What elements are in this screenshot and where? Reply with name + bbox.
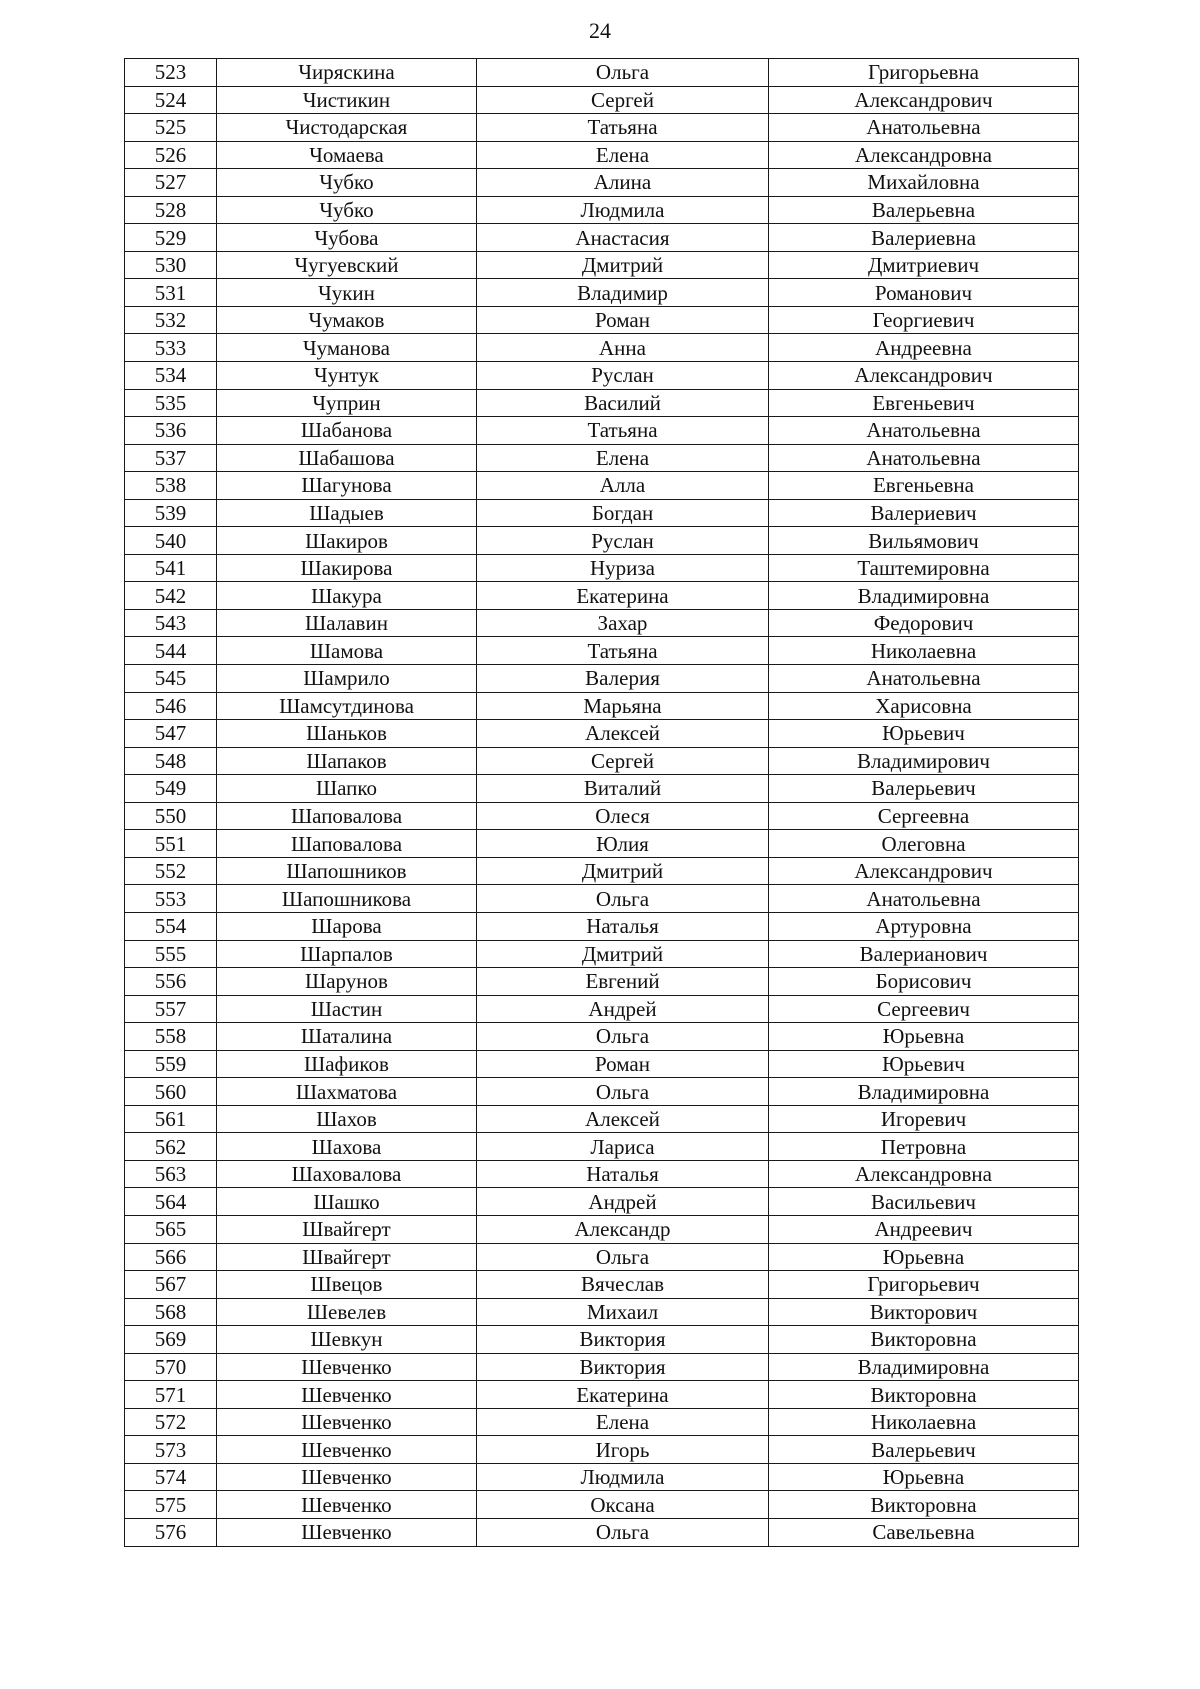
table-row <box>125 802 1079 830</box>
last-name-cell: Шахов <box>217 1105 477 1133</box>
row-number-cell: 540 <box>125 527 217 555</box>
last-name-cell: Чунтук <box>217 362 477 390</box>
last-name-cell: Швецов <box>217 1271 477 1299</box>
patronymic-cell: Таштемировна <box>769 554 1079 582</box>
patronymic-cell: Юрьевна <box>769 1023 1079 1051</box>
first-name-cell: Владимир <box>477 279 769 307</box>
patronymic-cell: Владимировна <box>769 1353 1079 1381</box>
first-name-cell: Андрей <box>477 1188 769 1216</box>
last-name-cell: Шевченко <box>217 1436 477 1464</box>
last-name-cell: Шамрило <box>217 665 477 693</box>
patronymic-cell: Николаевна <box>769 637 1079 665</box>
row-number-cell: 531 <box>125 279 217 307</box>
row-number-cell: 567 <box>125 1271 217 1299</box>
table-row <box>125 1463 1079 1491</box>
row-number-cell: 554 <box>125 912 217 940</box>
first-name-cell: Руслан <box>477 362 769 390</box>
last-name-cell: Шарунов <box>217 968 477 996</box>
roster-table <box>124 58 1079 1547</box>
patronymic-cell: Александрович <box>769 86 1079 114</box>
first-name-cell: Елена <box>477 1408 769 1436</box>
first-name-cell: Анна <box>477 334 769 362</box>
last-name-cell: Шарпалов <box>217 940 477 968</box>
table-row <box>125 114 1079 142</box>
first-name-cell: Роман <box>477 306 769 334</box>
table-row <box>125 1188 1079 1216</box>
first-name-cell: Ольга <box>477 1243 769 1271</box>
table-row <box>125 224 1079 252</box>
patronymic-cell: Валериевна <box>769 224 1079 252</box>
table-row <box>125 196 1079 224</box>
first-name-cell: Ольга <box>477 1078 769 1106</box>
table-row <box>125 389 1079 417</box>
table-row <box>125 1243 1079 1271</box>
patronymic-cell: Анатольевна <box>769 665 1079 693</box>
table-row <box>125 885 1079 913</box>
first-name-cell: Валерия <box>477 665 769 693</box>
patronymic-cell: Владимирович <box>769 747 1079 775</box>
first-name-cell: Олеся <box>477 802 769 830</box>
patronymic-cell: Георгиевич <box>769 306 1079 334</box>
row-number-cell: 573 <box>125 1436 217 1464</box>
patronymic-cell: Юрьевич <box>769 1050 1079 1078</box>
table-row <box>125 1160 1079 1188</box>
last-name-cell: Чумаков <box>217 306 477 334</box>
last-name-cell: Шевченко <box>217 1408 477 1436</box>
table-row <box>125 637 1079 665</box>
last-name-cell: Шамсутдинова <box>217 692 477 720</box>
last-name-cell: Чукин <box>217 279 477 307</box>
first-name-cell: Ольга <box>477 59 769 87</box>
last-name-cell: Шабанова <box>217 417 477 445</box>
last-name-cell: Шевкун <box>217 1326 477 1354</box>
first-name-cell: Андрей <box>477 995 769 1023</box>
row-number-cell: 555 <box>125 940 217 968</box>
first-name-cell: Евгений <box>477 968 769 996</box>
last-name-cell: Швайгерт <box>217 1243 477 1271</box>
table-row <box>125 86 1079 114</box>
last-name-cell: Шастин <box>217 995 477 1023</box>
row-number-cell: 564 <box>125 1188 217 1216</box>
patronymic-cell: Валерьевич <box>769 1436 1079 1464</box>
last-name-cell: Шабашова <box>217 444 477 472</box>
table-row <box>125 692 1079 720</box>
last-name-cell: Чиряскина <box>217 59 477 87</box>
row-number-cell: 544 <box>125 637 217 665</box>
patronymic-cell: Викторовна <box>769 1491 1079 1519</box>
table-row <box>125 527 1079 555</box>
patronymic-cell: Владимировна <box>769 582 1079 610</box>
last-name-cell: Чистикин <box>217 86 477 114</box>
row-number-cell: 558 <box>125 1023 217 1051</box>
first-name-cell: Роман <box>477 1050 769 1078</box>
first-name-cell: Алла <box>477 472 769 500</box>
row-number-cell: 527 <box>125 169 217 197</box>
first-name-cell: Виталий <box>477 775 769 803</box>
last-name-cell: Чубко <box>217 169 477 197</box>
row-number-cell: 576 <box>125 1518 217 1546</box>
row-number-cell: 556 <box>125 968 217 996</box>
patronymic-cell: Анатольевна <box>769 417 1079 445</box>
patronymic-cell: Юрьевна <box>769 1243 1079 1271</box>
table-row <box>125 720 1079 748</box>
row-number-cell: 532 <box>125 306 217 334</box>
table-row <box>125 1408 1079 1436</box>
row-number-cell: 575 <box>125 1491 217 1519</box>
first-name-cell: Татьяна <box>477 417 769 445</box>
patronymic-cell: Савельевна <box>769 1518 1079 1546</box>
last-name-cell: Чубова <box>217 224 477 252</box>
patronymic-cell: Анатольевна <box>769 444 1079 472</box>
row-number-cell: 551 <box>125 830 217 858</box>
row-number-cell: 569 <box>125 1326 217 1354</box>
row-number-cell: 561 <box>125 1105 217 1133</box>
patronymic-cell: Александровна <box>769 1160 1079 1188</box>
patronymic-cell: Вильямович <box>769 527 1079 555</box>
patronymic-cell: Романович <box>769 279 1079 307</box>
patronymic-cell: Викторовна <box>769 1326 1079 1354</box>
table-row <box>125 582 1079 610</box>
first-name-cell: Алина <box>477 169 769 197</box>
first-name-cell: Дмитрий <box>477 251 769 279</box>
row-number-cell: 536 <box>125 417 217 445</box>
last-name-cell: Швайгерт <box>217 1215 477 1243</box>
table-row <box>125 775 1079 803</box>
first-name-cell: Ольга <box>477 1023 769 1051</box>
table-row <box>125 279 1079 307</box>
row-number-cell: 571 <box>125 1381 217 1409</box>
first-name-cell: Наталья <box>477 912 769 940</box>
first-name-cell: Нуриза <box>477 554 769 582</box>
patronymic-cell: Викторовна <box>769 1381 1079 1409</box>
row-number-cell: 523 <box>125 59 217 87</box>
page-number: 24 <box>589 18 611 43</box>
table-row <box>125 59 1079 87</box>
first-name-cell: Юлия <box>477 830 769 858</box>
row-number-cell: 542 <box>125 582 217 610</box>
row-number-cell: 547 <box>125 720 217 748</box>
row-number-cell: 543 <box>125 609 217 637</box>
patronymic-cell: Андреевна <box>769 334 1079 362</box>
first-name-cell: Игорь <box>477 1436 769 1464</box>
last-name-cell: Шевченко <box>217 1463 477 1491</box>
table-row <box>125 665 1079 693</box>
last-name-cell: Чуманова <box>217 334 477 362</box>
table-row <box>125 1436 1079 1464</box>
table-row <box>125 417 1079 445</box>
patronymic-cell: Валерианович <box>769 940 1079 968</box>
row-number-cell: 548 <box>125 747 217 775</box>
first-name-cell: Захар <box>477 609 769 637</box>
last-name-cell: Шашко <box>217 1188 477 1216</box>
first-name-cell: Наталья <box>477 1160 769 1188</box>
table-row <box>125 1023 1079 1051</box>
table-row <box>125 362 1079 390</box>
row-number-cell: 541 <box>125 554 217 582</box>
last-name-cell: Шапко <box>217 775 477 803</box>
first-name-cell: Виктория <box>477 1326 769 1354</box>
first-name-cell: Лариса <box>477 1133 769 1161</box>
last-name-cell: Шахова <box>217 1133 477 1161</box>
row-number-cell: 560 <box>125 1078 217 1106</box>
table-row <box>125 968 1079 996</box>
first-name-cell: Людмила <box>477 196 769 224</box>
table-row <box>125 1298 1079 1326</box>
first-name-cell: Михаил <box>477 1298 769 1326</box>
table-row <box>125 1381 1079 1409</box>
patronymic-cell: Артуровна <box>769 912 1079 940</box>
table-row <box>125 747 1079 775</box>
table-row <box>125 499 1079 527</box>
first-name-cell: Марьяна <box>477 692 769 720</box>
first-name-cell: Дмитрий <box>477 940 769 968</box>
row-number-cell: 568 <box>125 1298 217 1326</box>
row-number-cell: 535 <box>125 389 217 417</box>
row-number-cell: 565 <box>125 1215 217 1243</box>
first-name-cell: Татьяна <box>477 637 769 665</box>
table-row <box>125 1326 1079 1354</box>
table-row <box>125 1353 1079 1381</box>
table-row <box>125 1078 1079 1106</box>
row-number-cell: 559 <box>125 1050 217 1078</box>
first-name-cell: Ольга <box>477 1518 769 1546</box>
first-name-cell: Елена <box>477 444 769 472</box>
patronymic-cell: Николаевна <box>769 1408 1079 1436</box>
row-number-cell: 525 <box>125 114 217 142</box>
row-number-cell: 572 <box>125 1408 217 1436</box>
row-number-cell: 562 <box>125 1133 217 1161</box>
first-name-cell: Оксана <box>477 1491 769 1519</box>
row-number-cell: 539 <box>125 499 217 527</box>
row-number-cell: 524 <box>125 86 217 114</box>
row-number-cell: 553 <box>125 885 217 913</box>
patronymic-cell: Григорьевна <box>769 59 1079 87</box>
patronymic-cell: Юрьевна <box>769 1463 1079 1491</box>
row-number-cell: 570 <box>125 1353 217 1381</box>
row-number-cell: 537 <box>125 444 217 472</box>
row-number-cell: 546 <box>125 692 217 720</box>
patronymic-cell: Андреевич <box>769 1215 1079 1243</box>
table-row <box>125 251 1079 279</box>
row-number-cell: 533 <box>125 334 217 362</box>
table-row <box>125 141 1079 169</box>
table-row <box>125 1050 1079 1078</box>
table-row <box>125 857 1079 885</box>
first-name-cell: Сергей <box>477 86 769 114</box>
row-number-cell: 534 <box>125 362 217 390</box>
last-name-cell: Шакиров <box>217 527 477 555</box>
last-name-cell: Шевченко <box>217 1353 477 1381</box>
patronymic-cell: Васильевич <box>769 1188 1079 1216</box>
table-row <box>125 444 1079 472</box>
patronymic-cell: Александрович <box>769 362 1079 390</box>
last-name-cell: Шапошников <box>217 857 477 885</box>
last-name-cell: Шевченко <box>217 1381 477 1409</box>
patronymic-cell: Викторович <box>769 1298 1079 1326</box>
last-name-cell: Шаталина <box>217 1023 477 1051</box>
row-number-cell: 557 <box>125 995 217 1023</box>
last-name-cell: Шалавин <box>217 609 477 637</box>
first-name-cell: Ольга <box>477 885 769 913</box>
last-name-cell: Чуприн <box>217 389 477 417</box>
patronymic-cell: Сергеевна <box>769 802 1079 830</box>
table-row <box>125 1518 1079 1546</box>
last-name-cell: Чугуевский <box>217 251 477 279</box>
last-name-cell: Чистодарская <box>217 114 477 142</box>
first-name-cell: Людмила <box>477 1463 769 1491</box>
patronymic-cell: Игоревич <box>769 1105 1079 1133</box>
patronymic-cell: Борисович <box>769 968 1079 996</box>
first-name-cell: Вячеслав <box>477 1271 769 1299</box>
patronymic-cell: Олеговна <box>769 830 1079 858</box>
last-name-cell: Шаповалова <box>217 830 477 858</box>
first-name-cell: Анастасия <box>477 224 769 252</box>
last-name-cell: Шакура <box>217 582 477 610</box>
row-number-cell: 530 <box>125 251 217 279</box>
row-number-cell: 529 <box>125 224 217 252</box>
patronymic-cell: Валерьевна <box>769 196 1079 224</box>
last-name-cell: Шевченко <box>217 1518 477 1546</box>
row-number-cell: 550 <box>125 802 217 830</box>
first-name-cell: Сергей <box>477 747 769 775</box>
last-name-cell: Шарова <box>217 912 477 940</box>
last-name-cell: Шакирова <box>217 554 477 582</box>
table-row <box>125 472 1079 500</box>
patronymic-cell: Александрович <box>769 857 1079 885</box>
patronymic-cell: Владимировна <box>769 1078 1079 1106</box>
table-row <box>125 1491 1079 1519</box>
first-name-cell: Елена <box>477 141 769 169</box>
first-name-cell: Василий <box>477 389 769 417</box>
last-name-cell: Шаньков <box>217 720 477 748</box>
first-name-cell: Татьяна <box>477 114 769 142</box>
first-name-cell: Виктория <box>477 1353 769 1381</box>
patronymic-cell: Федорович <box>769 609 1079 637</box>
table-row <box>125 995 1079 1023</box>
patronymic-cell: Анатольевна <box>769 114 1079 142</box>
patronymic-cell: Григорьевич <box>769 1271 1079 1299</box>
table-row <box>125 1215 1079 1243</box>
table-row <box>125 169 1079 197</box>
table-row <box>125 554 1079 582</box>
patronymic-cell: Юрьевич <box>769 720 1079 748</box>
first-name-cell: Алексей <box>477 1105 769 1133</box>
row-number-cell: 526 <box>125 141 217 169</box>
row-number-cell: 552 <box>125 857 217 885</box>
roster-body <box>125 59 1079 1547</box>
last-name-cell: Шадыев <box>217 499 477 527</box>
last-name-cell: Шапаков <box>217 747 477 775</box>
row-number-cell: 528 <box>125 196 217 224</box>
table-row <box>125 334 1079 362</box>
table-row <box>125 1133 1079 1161</box>
last-name-cell: Шаховалова <box>217 1160 477 1188</box>
last-name-cell: Шафиков <box>217 1050 477 1078</box>
patronymic-cell: Михайловна <box>769 169 1079 197</box>
first-name-cell: Богдан <box>477 499 769 527</box>
table-row <box>125 940 1079 968</box>
table-row <box>125 912 1079 940</box>
row-number-cell: 538 <box>125 472 217 500</box>
last-name-cell: Чубко <box>217 196 477 224</box>
last-name-cell: Шапошникова <box>217 885 477 913</box>
last-name-cell: Шевченко <box>217 1491 477 1519</box>
last-name-cell: Шаповалова <box>217 802 477 830</box>
table-row <box>125 306 1079 334</box>
patronymic-cell: Евгеньевна <box>769 472 1079 500</box>
last-name-cell: Шамова <box>217 637 477 665</box>
first-name-cell: Екатерина <box>477 1381 769 1409</box>
patronymic-cell: Валериевич <box>769 499 1079 527</box>
first-name-cell: Александр <box>477 1215 769 1243</box>
last-name-cell: Шахматова <box>217 1078 477 1106</box>
table-row <box>125 609 1079 637</box>
row-number-cell: 563 <box>125 1160 217 1188</box>
patronymic-cell: Александровна <box>769 141 1079 169</box>
patronymic-cell: Валерьевич <box>769 775 1079 803</box>
first-name-cell: Екатерина <box>477 582 769 610</box>
patronymic-cell: Дмитриевич <box>769 251 1079 279</box>
first-name-cell: Дмитрий <box>477 857 769 885</box>
patronymic-cell: Анатольевна <box>769 885 1079 913</box>
table-row <box>125 1105 1079 1133</box>
patronymic-cell: Сергеевич <box>769 995 1079 1023</box>
table-row <box>125 830 1079 858</box>
table-row <box>125 1271 1079 1299</box>
patronymic-cell: Евгеньевич <box>769 389 1079 417</box>
row-number-cell: 574 <box>125 1463 217 1491</box>
row-number-cell: 549 <box>125 775 217 803</box>
row-number-cell: 566 <box>125 1243 217 1271</box>
first-name-cell: Руслан <box>477 527 769 555</box>
last-name-cell: Шагунова <box>217 472 477 500</box>
last-name-cell: Шевелев <box>217 1298 477 1326</box>
patronymic-cell: Харисовна <box>769 692 1079 720</box>
last-name-cell: Чомаева <box>217 141 477 169</box>
first-name-cell: Алексей <box>477 720 769 748</box>
row-number-cell: 545 <box>125 665 217 693</box>
patronymic-cell: Петровна <box>769 1133 1079 1161</box>
